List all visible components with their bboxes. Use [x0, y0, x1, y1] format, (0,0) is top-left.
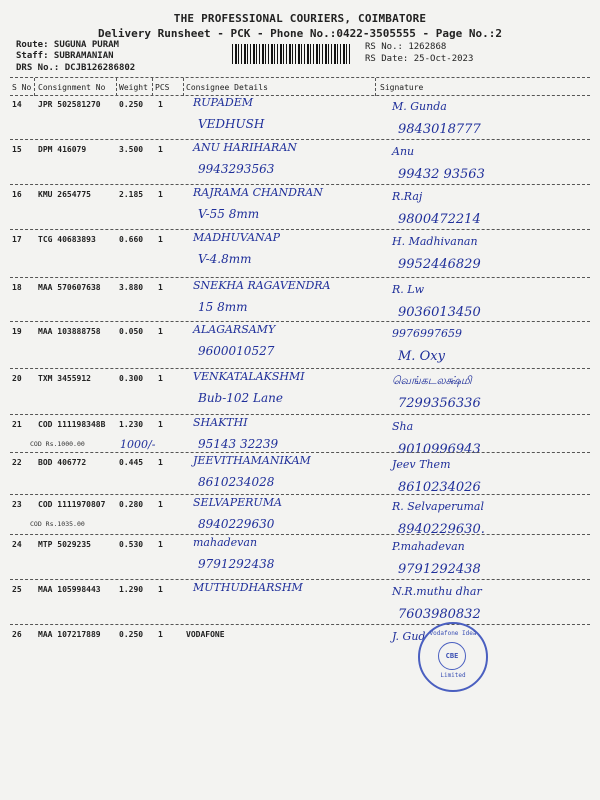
- row-sno: 15: [12, 145, 22, 154]
- row-signature: N.R.muthu dhar: [392, 585, 482, 598]
- row-weight: 0.250: [119, 100, 144, 109]
- row-consignee-name: SNEKHA RAGAVENDRA: [193, 279, 331, 292]
- row-pcs: 1: [158, 283, 163, 292]
- row-consignee-detail: VEDHUSH: [198, 117, 265, 131]
- row-weight: 0.300: [119, 374, 144, 383]
- row-signature-phone: 99432 93563: [398, 167, 485, 182]
- row-weight: 0.660: [119, 235, 144, 244]
- row-consignment-no: COD 1111970807: [38, 500, 106, 509]
- col-divider: [375, 78, 376, 96]
- row-consignee-name: RUPADEM: [193, 96, 254, 109]
- row-consignment-no: MTP 5029235: [38, 540, 91, 549]
- row-separator: [10, 534, 590, 535]
- row-consignee-detail: 95143 32239: [198, 437, 279, 451]
- row-signature: R. Lw: [392, 283, 424, 296]
- row-pcs: 1: [158, 100, 163, 109]
- row-signature-phone: 7299356336: [398, 396, 481, 411]
- row-separator: [10, 452, 590, 453]
- row-weight: 0.280: [119, 500, 144, 509]
- row-signature-phone: 8610234026: [398, 480, 481, 495]
- row-consignee-detail: 8610234028: [198, 475, 275, 489]
- row-pcs: 1: [158, 145, 163, 154]
- row-consignee-detail: 9943293563: [198, 162, 275, 176]
- row-signature: H. Madhivanan: [392, 235, 478, 248]
- row-pcs: 1: [158, 327, 163, 336]
- row-weight: 1.230: [119, 420, 144, 429]
- row-separator: [10, 277, 590, 278]
- col-consignment: Consignment No: [38, 83, 106, 92]
- row-separator: [10, 321, 590, 322]
- company-title: THE PROFESSIONAL COURIERS, COIMBATORE: [173, 12, 427, 25]
- header-rule-top: [10, 77, 590, 78]
- row-consignment-no: MAA 105998443: [38, 585, 101, 594]
- row-sno: 24: [12, 540, 22, 549]
- row-sno: 19: [12, 327, 22, 336]
- row-signature-phone: 9800472214: [398, 212, 481, 227]
- row-pcs: 1: [158, 458, 163, 467]
- row-pcs: 1: [158, 585, 163, 594]
- row-signature-phone: 9010996943: [398, 442, 481, 457]
- row-signature: R.Raj: [392, 190, 423, 203]
- row-separator: [10, 579, 590, 580]
- row-weight: 1.290: [119, 585, 144, 594]
- row-sno: 18: [12, 283, 22, 292]
- row-sno: 16: [12, 190, 22, 199]
- row-consignee-detail: V-4.8mm: [198, 252, 252, 266]
- company-stamp: [418, 622, 488, 692]
- row-signature-phone: 9791292438: [398, 562, 481, 577]
- row-consignee-detail: 8940229630: [198, 517, 275, 531]
- row-separator: [10, 494, 590, 495]
- row-consignment-no: DPM 416079: [38, 145, 87, 154]
- row-signature-phone: 9952446829: [398, 257, 481, 272]
- row-consignee-name: RAJRAMA CHANDRAN: [193, 186, 323, 199]
- row-signature: 9976997659: [392, 327, 462, 340]
- row-signature-phone: 9036013450: [398, 305, 481, 320]
- row-consignee-name: ANU HARIHARAN: [193, 141, 297, 154]
- row-weight: 0.530: [119, 540, 144, 549]
- row-sno: 14: [12, 100, 22, 109]
- col-pcs: PCS: [155, 83, 170, 92]
- row-consignee-detail: 9791292438: [198, 557, 275, 571]
- row-sno: 25: [12, 585, 22, 594]
- row-signature: J. Gud: [392, 630, 426, 643]
- row-pcs: 1: [158, 630, 163, 639]
- row-consignment-no: MAA 103888758: [38, 327, 101, 336]
- row-pcs: 1: [158, 540, 163, 549]
- row-cod-amount: COD Rs.1035.00: [30, 520, 85, 528]
- row-pcs: 1: [158, 374, 163, 383]
- row-cod-handwritten: 1000/-: [120, 438, 156, 451]
- col-divider: [183, 78, 184, 96]
- row-consignee-name: SELVAPERUMA: [193, 496, 282, 509]
- stamp-text-center: CBE: [438, 642, 466, 670]
- row-consignee-detail: V-55 8mm: [198, 207, 260, 221]
- col-divider: [34, 78, 35, 96]
- row-pcs: 1: [158, 235, 163, 244]
- stamp-text-top: Vodafone Idea: [429, 630, 477, 637]
- row-sno: 21: [12, 420, 22, 429]
- rs-number: RS No.: 1262868: [365, 42, 447, 52]
- row-weight: 2.185: [119, 190, 144, 199]
- row-sno: 20: [12, 374, 22, 383]
- col-sno: S No: [12, 83, 32, 92]
- row-pcs: 1: [158, 500, 163, 509]
- drs-number: DRS No.: DCJB126286802: [16, 63, 136, 73]
- row-signature: வெங்கடலக்ஷ்மி: [392, 374, 472, 387]
- row-weight: 3.500: [119, 145, 144, 154]
- barcode-image: [232, 44, 352, 64]
- rs-date: RS Date: 25-Oct-2023: [365, 54, 474, 64]
- row-consignment-no: TXM 3455912: [38, 374, 91, 383]
- row-separator: [10, 368, 590, 369]
- row-consignment-no: JPR 502581270: [38, 100, 101, 109]
- row-consignee-detail: 15 8mm: [198, 300, 248, 314]
- row-sno: 26: [12, 630, 22, 639]
- row-consignee-name: VENKATALAKSHMI: [193, 370, 305, 383]
- row-signature: Sha: [392, 420, 414, 433]
- row-consignee-name: mahadevan: [193, 536, 258, 549]
- row-signature-phone: 9843018777: [398, 122, 481, 137]
- row-consignee-name: ALAGARSAMY: [193, 323, 276, 336]
- row-cod-amount: COD Rs.1000.00: [30, 440, 85, 448]
- row-separator: [10, 414, 590, 415]
- row-signature: Anu: [392, 145, 415, 158]
- row-consignee-detail: Bub-102 Lane: [198, 391, 283, 405]
- row-sno: 17: [12, 235, 22, 244]
- row-consignee-detail: 9600010527: [198, 344, 275, 358]
- row-consignment-no: MAA 107217889: [38, 630, 101, 639]
- runsheet-subtitle: Delivery Runsheet - PCK - Phone No.:0422-3505555 - Page No.:2: [98, 27, 502, 40]
- row-signature-phone: M. Oxy: [398, 349, 445, 364]
- route-label: Route: SUGUNA PURAM: [16, 40, 119, 50]
- col-divider: [116, 78, 117, 96]
- header-rule-bottom: [10, 95, 590, 96]
- row-signature: Jeev Them: [392, 458, 451, 471]
- row-weight: 0.050: [119, 327, 144, 336]
- col-weight: Weight: [119, 83, 148, 92]
- staff-label: Staff: SUBRAMANIAN: [16, 51, 114, 61]
- row-signature: M. Gunda: [392, 100, 447, 113]
- col-consignee: Consignee Details: [186, 83, 268, 92]
- row-separator: [10, 229, 590, 230]
- row-separator: [10, 184, 590, 185]
- row-pcs: 1: [158, 420, 163, 429]
- row-consignment-no: KMU 2654775: [38, 190, 91, 199]
- row-consignee-name: VODAFONE: [186, 630, 225, 639]
- stamp-text-bottom: Limited: [440, 672, 466, 679]
- row-weight: 0.445: [119, 458, 144, 467]
- row-consignee-name: SHAKTHI: [193, 416, 248, 429]
- row-consignee-name: MADHUVANAP: [193, 231, 281, 244]
- row-consignment-no: TCG 40683893: [38, 235, 96, 244]
- col-divider: [152, 78, 153, 96]
- row-pcs: 1: [158, 190, 163, 199]
- row-signature: P.mahadevan: [392, 540, 465, 553]
- row-consignment-no: MAA 570607638: [38, 283, 101, 292]
- row-sno: 22: [12, 458, 22, 467]
- row-consignment-no: BOD 406772: [38, 458, 87, 467]
- row-consignment-no: COD 111198348B: [38, 420, 106, 429]
- row-consignee-name: MUTHUDHARSHM: [193, 581, 303, 594]
- row-separator: [10, 624, 590, 625]
- col-signature: Signature: [380, 83, 424, 92]
- row-consignee-name: JEEVITHAMANIKAM: [193, 454, 311, 467]
- row-separator: [10, 139, 590, 140]
- row-weight: 3.880: [119, 283, 144, 292]
- row-signature: R. Selvaperumal: [392, 500, 485, 513]
- row-signature-phone: 8940229630.: [398, 522, 485, 537]
- row-weight: 0.250: [119, 630, 144, 639]
- row-signature-phone: 7603980832: [398, 607, 481, 622]
- row-sno: 23: [12, 500, 22, 509]
